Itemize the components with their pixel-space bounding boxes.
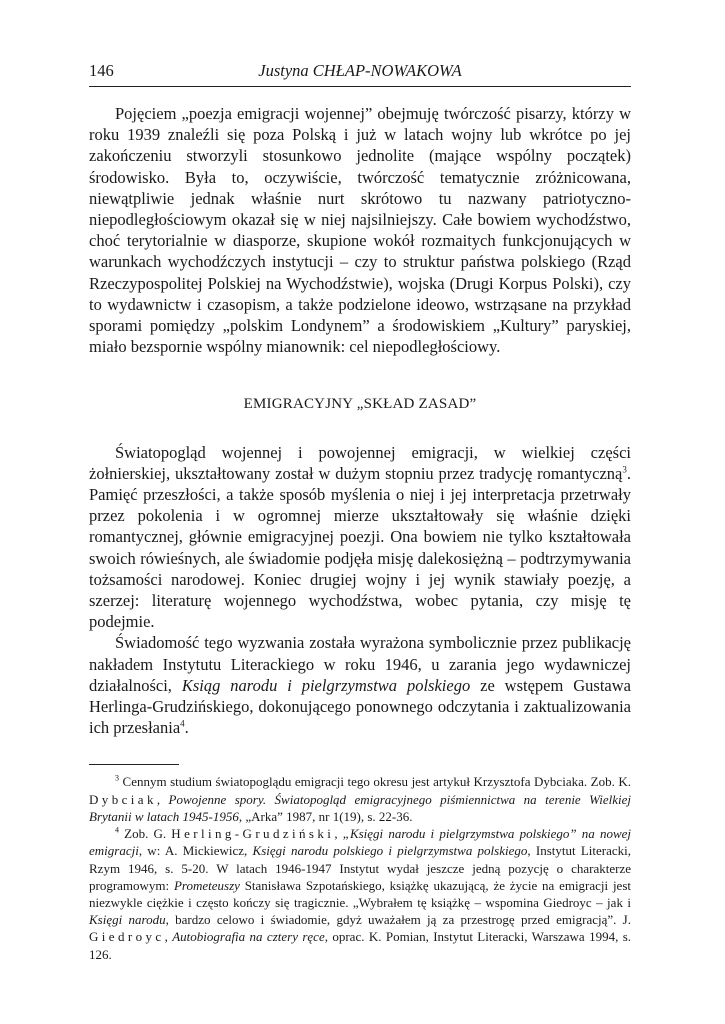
paragraph-text: . <box>184 718 189 738</box>
author-name: Giedroyc <box>89 929 165 945</box>
footnote-text: , Instytut Literacki, Rzym 1946, s. 5-20. W latach 1946-1947 Instytut wydał jeszcze jedną pozycję o charakterze programowym: <box>89 843 631 893</box>
main-text <box>89 103 631 738</box>
running-header <box>89 58 631 87</box>
footnote-4 <box>89 825 631 963</box>
footnote-text: Zob. G. <box>119 826 172 842</box>
footnote-text: , oprac. K. Pomian, Instytut Literacki, Warszawa 1994, s. 126. <box>89 929 632 962</box>
paragraph-text: ze wstępem Gustawa Herlinga-Grudzińskiego, dokonującego ponownego odczytania i zaktualizowania ich przesłania <box>89 675 631 738</box>
paragraph <box>89 442 631 633</box>
book-title: Ksiąg narodu i pielgrzymstwa polskiego <box>181 675 471 695</box>
footnote-3 <box>89 773 631 825</box>
author-name: Dybciak <box>89 791 157 807</box>
footnote-ref[interactable]: 4 <box>180 718 185 729</box>
paragraph-text: . Pamięć przeszłości, a także sposób myślenia o niej i jej interpretacja przetrwały przez pokolenia i w ogromnej mierze ukształtowały się właśnie dzięki romantycznej, głównie emigracyjnej poezji. Ona bowiem nie tylko kształtowała swoich rówieśnych, ale świadomie podjęła misję dalekosiężną – podtrzymywania tożsamości narodowej. Koniec drugiej wojny i jej wynik stawiały poezję, a szerzej: literaturę wojennego wychodźstwa, wobec pytania, czy misję tę podejmie. <box>89 463 631 632</box>
footnote-separator <box>89 764 179 765</box>
work-title: Autobiografia na cztery ręce <box>172 929 325 945</box>
section-heading: EMIGRACYJNY „SKŁAD ZASAD” <box>243 396 477 413</box>
footnote-number: 4 <box>115 825 119 835</box>
paragraph: Pojęciem „poezja emigracji wojennej” obejmuję twórczość pisarzy, którzy w roku 1939 znaleźli się poza Polską i już w latach wojny lub wkrótce po jej zakończeniu stworzyli stosunkowo jednolite (mające wspólny początek) środowisko. Była to, oczywiście, twórczość tematycznie zróżnicowana, niewątpliwie jednak właśnie nurt skrótowo tu nazwany patriotyczno-niepodległościowym okazał się w niej najsilniejszy. Całe bowiem wychodźstwo, choć terytorialnie w diasporze, skupione wokół rozmaitych funkcjonujących w warunkach wychodźczych instytucji – czy to struktur państwa polskiego (Rząd Rzeczypospolitej Polskiej na Wychodźstwie), wojska (Drugi Korpus Polski), czy to wydawnictw i czasopism, a także podzielone ideowo, wstrząsane na przykład sporami pomiędzy „polskim Londynem” a środowiskiem „Kultury” paryskiej, miało bezspornie wspólny mianownik: cel niepodległościowy. <box>89 104 631 357</box>
footnote-text: , „Arka” 1987, nr 1(19), s. 22-36. <box>238 808 413 824</box>
work-title: Powojenne spory. Światopogląd emigracyjnego piśmiennictwa na terenie Wielkiej Brytanii w latach 1945-1956 <box>89 791 631 824</box>
footnote-text: , <box>164 929 173 945</box>
footnote-text: Cennym studium światopoglądu emigracji tego okresu jest artykuł Krzysztofa Dybciaka. Zob. K. <box>119 774 631 790</box>
paragraph-text: Światopogląd wojennej i powojennej emigracji, w wielkiej części żołnierskiej, ukształtowany został w dużym stopniu przez tradycję romantyczną <box>89 442 631 483</box>
footnote-ref[interactable]: 3 <box>622 464 627 475</box>
work-title: „Księgi narodu i pielgrzymstwa polskiego” na nowej emigracji <box>89 826 631 859</box>
work-title: Prometeuszy <box>173 877 240 893</box>
footnote-text: , w: A. Mickiewicz, <box>138 843 253 859</box>
author-name: Herling-Grudziński <box>171 826 335 842</box>
footnote-text: Stanisława Szpotańskiego, książkę ukazującą, że życie na emigracji jest niezwykle ciężkie i często kończy się tragicznie. „Wybrałem tę książkę – wspomina Giedroyc – jak i <box>89 877 631 910</box>
work-title: Księgi narodu <box>89 912 166 928</box>
footnote-text: , <box>156 791 169 807</box>
running-head-author: Justyna CHŁAP-NOWAKOWA <box>258 61 462 80</box>
paragraph <box>89 632 631 738</box>
footnotes <box>89 773 631 962</box>
page <box>89 58 631 963</box>
footnote-number: 3 <box>115 774 119 784</box>
work-title: Księgi narodu polskiego i pielgrzymstwa polskiego <box>252 843 528 859</box>
footnote-text: , <box>334 826 343 842</box>
footnote-text: , bardzo celowo i świadomie, gdyż uważałem ją za przestrogę przed emigracją”. J. <box>165 912 631 928</box>
page-number: 146 <box>89 61 114 80</box>
paragraph-text: Świadomość tego wyzwania została wyrażona symbolicznie przez publikację nakładem Instytutu Literackiego w roku 1946, u zarania jego wydawniczej działalności, <box>89 633 631 695</box>
